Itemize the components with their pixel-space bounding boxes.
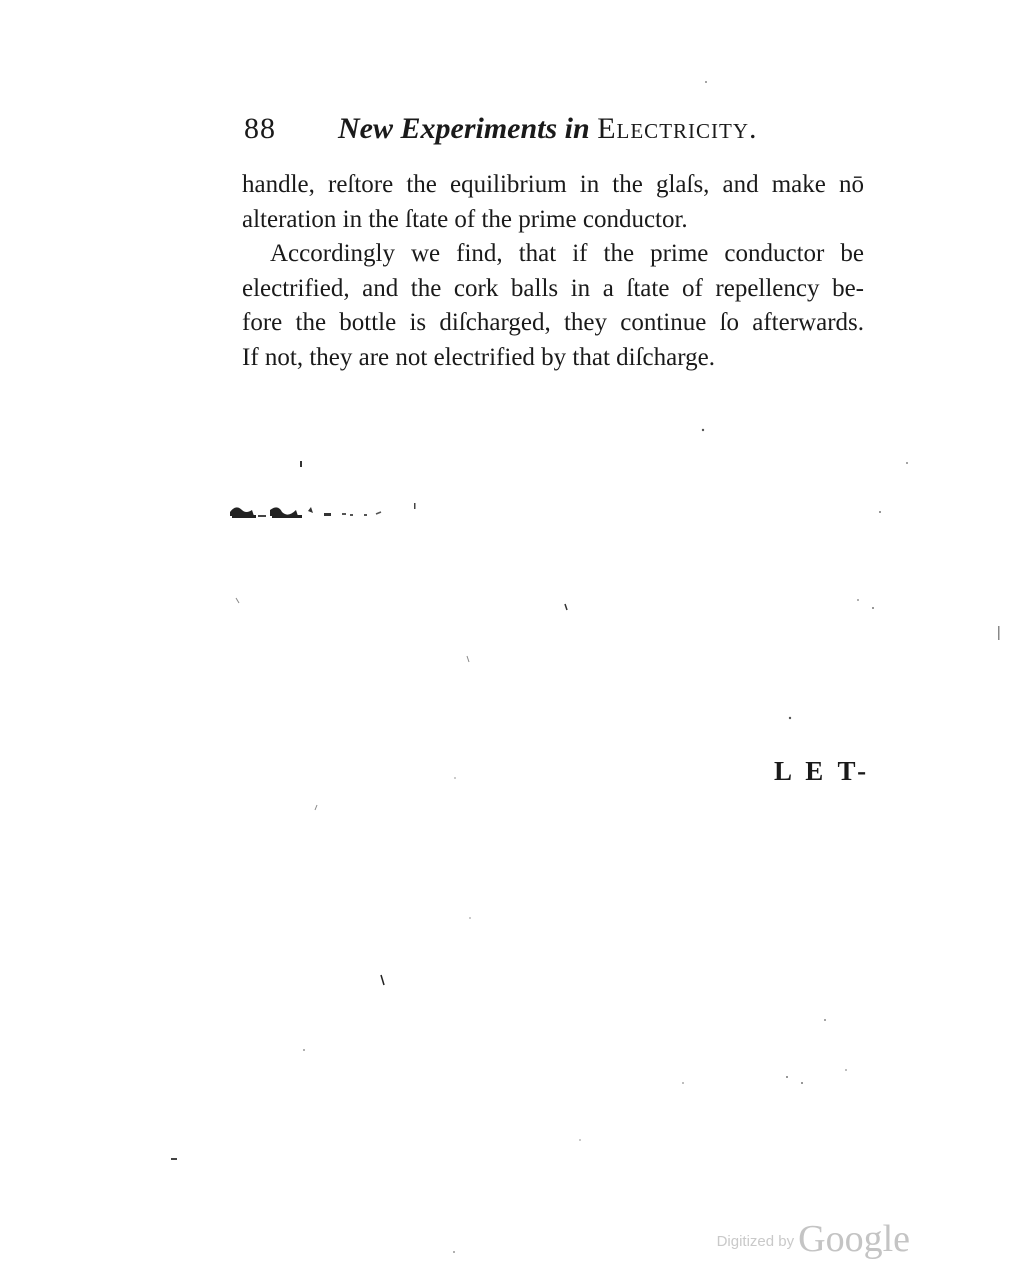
catchword: L E T- [774,756,871,786]
running-title-italic: New Experiments in [338,112,598,145]
page-number: 88 [244,112,276,145]
text-line: Accordingly we find, that if the prime conductor be [270,240,864,267]
running-title-caps: Electricity. [597,112,758,145]
text-line: If not, they are not electrified by that diſcharge. [242,343,715,371]
text-line: fore the bottle is diſcharged, they continue ſo afterwards. [242,309,864,336]
google-logo: Google [798,1218,910,1260]
text-line: handle, reſtore the equilibrium in the glaſs, and make nō [242,171,864,198]
text-line: electrified, and the cork balls in a ſtate of repellency be- [242,274,864,302]
digitized-watermark [717,1214,910,1258]
watermark-prefix: Digitized by [716,1233,795,1250]
text-line: alteration in the ſtate of the prime conductor. [242,205,688,233]
